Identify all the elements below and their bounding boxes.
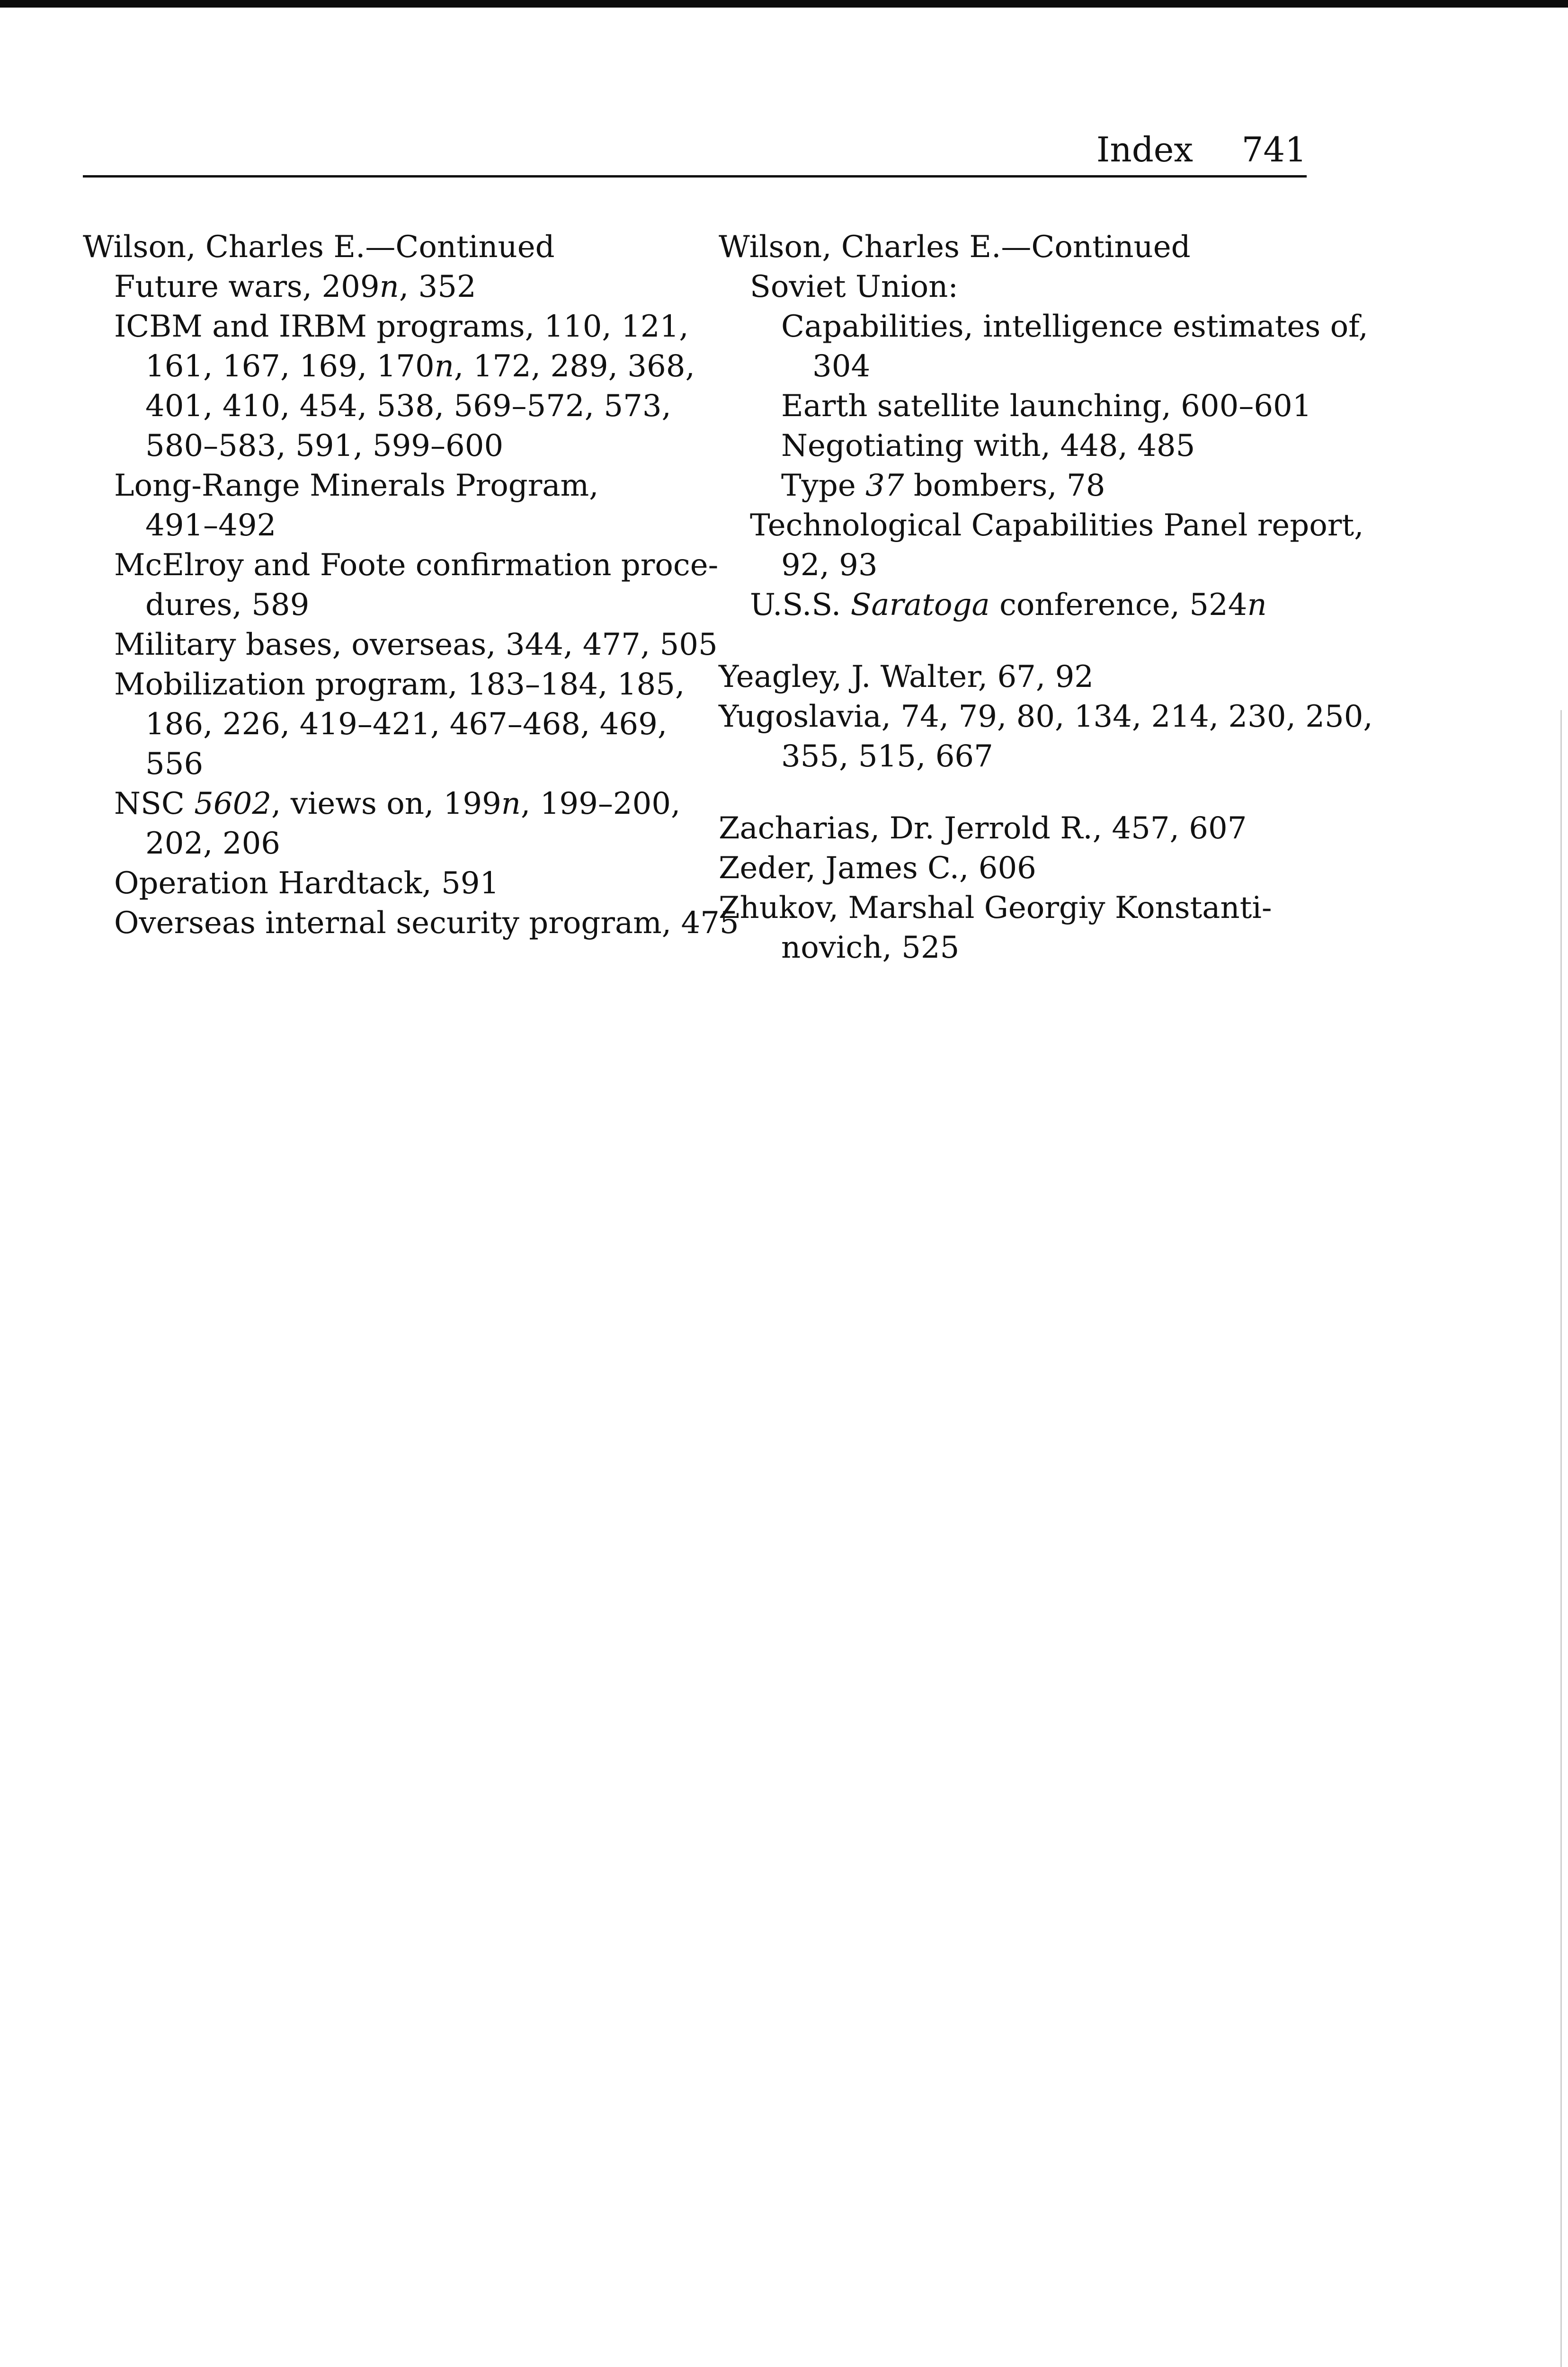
index-subentry: Mobilization program, 183–184, 185, [114,667,685,702]
index-column-right [719,227,1373,968]
index-subentry-continuation: 161, 167, 169, 170n, 172, 289, 368, [145,349,695,384]
index-subentry: U.S.S. Saratoga conference, 524n [750,587,1267,623]
index-subentry-continuation: 92, 93 [781,548,878,583]
section-gap [719,776,1329,809]
index-subentry-continuation: dures, 589 [145,587,310,623]
index-main-entry: Zeder, James C., 606 [719,851,1036,886]
index-sub-subentry: Earth satellite launching, 600–601 [781,389,1312,424]
index-subentry-continuation: 186, 226, 419–421, 467–468, 469, [145,707,668,742]
page-top-edge [0,0,1568,8]
index-column-left [83,227,739,943]
index-subentry: ICBM and IRBM programs, 110, 121, [114,309,689,344]
index-subentry: Long-Range Minerals Program, [114,468,599,503]
index-subentry: McElroy and Foote confirmation proce- [114,548,719,583]
index-main-entry: Wilson, Charles E.—Continued [83,230,555,265]
index-main-entry-continuation: 355, 515, 667 [781,739,993,774]
index-subentry-continuation: 202, 206 [145,826,280,861]
index-main-entry: Yugoslavia, 74, 79, 80, 134, 214, 230, 250, [719,699,1373,734]
page-number: 741 [1241,130,1307,169]
header-rule [83,175,1307,178]
running-header [83,123,1307,174]
index-sub-subentry: Negotiating with, 448, 485 [781,428,1195,463]
index-subentry: Military bases, overseas, 344, 477, 505 [114,627,718,662]
index-subentry-continuation: 556 [145,747,204,782]
index-main-entry: Wilson, Charles E.—Continued [719,230,1191,265]
header-title: Index [1096,130,1193,169]
index-subentry-continuation: 304 [812,349,871,384]
index-subentry: Operation Hardtack, 591 [114,866,499,901]
index-sub-subentry: Capabilities, intelligence estimates of, [781,309,1368,344]
section-gap [719,625,1329,657]
index-subentry: Technological Capabilities Panel report, [750,508,1364,543]
index-subentry-continuation: 580–583, 591, 599–600 [145,428,504,463]
index-subentry: Soviet Union: [750,269,958,304]
index-subentry: Overseas internal security program, 475 [114,906,739,941]
index-main-entry: Zacharias, Dr. Jerrold R., 457, 607 [719,811,1247,846]
index-subentry: NSC 5602, views on, 199n, 199–200, [114,786,681,821]
page-right-edge [1560,710,1562,2367]
index-subentry-continuation: 401, 410, 454, 538, 569–572, 573, [145,389,671,424]
index-main-entry: Yeagley, J. Walter, 67, 92 [719,659,1094,694]
index-main-entry-continuation: novich, 525 [781,930,960,965]
index-sub-subentry: Type 37 bombers, 78 [781,468,1105,503]
index-subentry-continuation: 491–492 [145,508,276,543]
index-subentry: Future wars, 209n, 352 [114,269,476,304]
index-main-entry: Zhukov, Marshal Georgiy Konstanti- [719,890,1272,925]
